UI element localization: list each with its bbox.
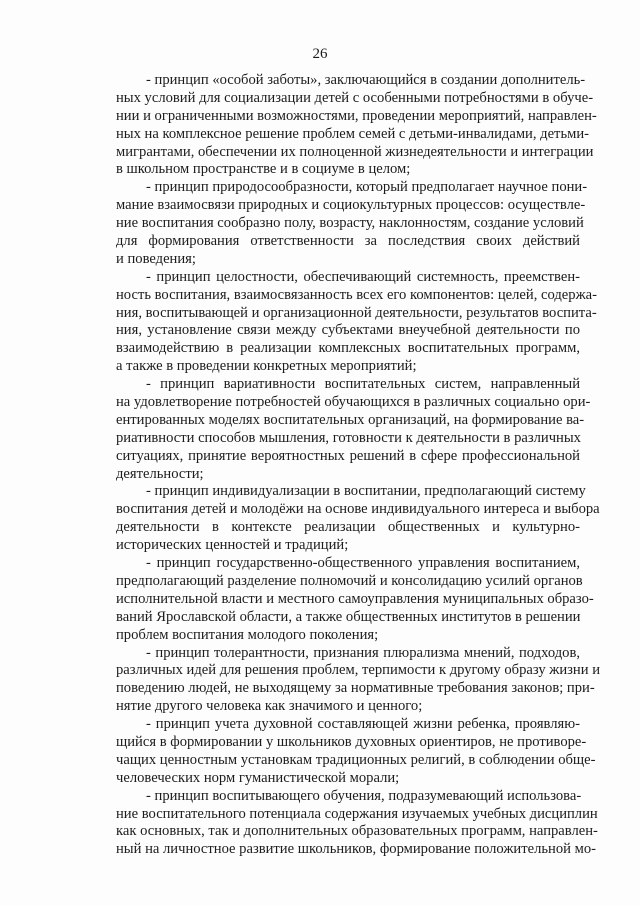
document-body (116, 72, 601, 859)
text-line: для формирования ответственности за последствия своих действий (116, 233, 580, 250)
text-line: - принцип государственно-общественного управления воспитанием, (146, 555, 580, 572)
text-line: - принцип индивидуализации в воспитании, предполагающий систему (146, 483, 586, 500)
text-line: ных условий для социализации детей с особенными потребностями в обуче- (116, 89, 594, 106)
text-line: - принцип целостности, обеспечивающий системность, преемствен- (146, 268, 580, 285)
text-line: ентированных моделях воспитательных организаций, на формирование ва- (116, 411, 585, 428)
text-line: ность воспитания, взаимосвязанность всех его компонентов: целей, содержа- (116, 286, 597, 303)
text-line: - принцип толерантности, признания плюрализма мнений, подходов, (146, 644, 580, 661)
paragraph (116, 268, 597, 376)
text-line: человеческих норм гуманистической морали; (116, 769, 400, 786)
text-line: нятие другого человека как значимого и ценного; (116, 698, 423, 715)
text-line: ния, воспитывающей и организационной деятельности, результатов воспита- (116, 304, 597, 321)
text-line: - принцип природосообразности, который предполагает научное пони- (146, 179, 588, 196)
paragraph (116, 376, 591, 483)
text-line: ных на комплексное решение проблем семей с детьми-инвалидами, детьми- (116, 125, 589, 142)
text-line: взаимодействию в реализации комплексных воспитательных программ, (116, 340, 580, 357)
text-line: в школьном пространстве и в социуме в целом; (116, 161, 411, 178)
text-line: различных идей для решения проблем, терпимости к другому образу жизни и (116, 662, 601, 679)
paragraph (116, 644, 601, 717)
text-line: как основных, так и дополнительных образовательных программ, направлен- (116, 823, 598, 840)
text-line: воспитания детей и молодёжи на основе индивидуального интереса и выбора (116, 501, 600, 518)
text-line: на удовлетворение потребностей обучающихся в различных социально ори- (116, 394, 591, 411)
paragraph (116, 787, 598, 860)
text-line: ситуациях, принятие вероятностных решений в сфере профессиональной (116, 447, 580, 464)
text-line: мание взаимосвязи природных и социокультурных процессов: осуществле- (116, 197, 586, 214)
text-line: щийся в формировании у школьников духовных ориентиров, не противоре- (116, 733, 587, 750)
paragraph (116, 179, 588, 268)
text-line: деятельности в контексте реализации общественных и культурно- (116, 519, 580, 536)
text-line: - принцип вариативности воспитательных систем, направленный (146, 376, 580, 393)
text-line: предполагающий разделение полномочий и консолидацию усилий органов (116, 572, 583, 589)
text-line: и поведения; (116, 250, 196, 267)
text-line: ваний Ярославской области, а также общественных институтов в решении (116, 608, 581, 625)
page-number: 26 (312, 46, 328, 62)
text-line: а также в проведении конкретных мероприятий; (116, 358, 417, 375)
text-line: мигрантами, обеспечении их полноценной жизнедеятельности и интеграции (116, 143, 594, 160)
text-line: ние воспитания сообразно полу, возрасту, наклонностям, создание условий (116, 215, 584, 232)
text-line: ние воспитательного потенциала содержания изучаемых учебных дисциплин (116, 805, 598, 822)
paragraph (116, 716, 596, 788)
text-line: поведению людей, не выходящему за нормативные требования законов; при- (116, 680, 595, 697)
text-line: - принцип «особой заботы», заключающийся в создании дополнитель- (146, 72, 586, 88)
text-line: - принцип учета духовной составляющей жизни ребенка, проявляю- (146, 716, 580, 733)
paragraph (116, 483, 600, 555)
text-line: ния, установление связи между субъектами внеучебной деятельности по (116, 322, 580, 339)
text-line: проблем воспитания молодого поколения; (116, 626, 379, 643)
paragraph (116, 555, 594, 644)
text-line: риативности способов мышления, готовности к деятельности в различных (116, 429, 581, 446)
paragraph (116, 72, 597, 179)
text-line: исполнительной власти и местного самоуправления муниципальных образо- (116, 590, 594, 607)
text-line: ный на личностное развитие школьников, формирование положительной мо- (116, 841, 596, 858)
text-line: нии и ограниченными возможностями, проведении мероприятий, направлен- (116, 107, 597, 124)
text-line: деятельности; (116, 465, 204, 482)
text-line: - принцип воспитывающего обучения, подразумевающий использова- (146, 787, 582, 804)
text-line: чащих ценностным установкам традиционных религий, в соблюдении обще- (116, 751, 596, 768)
text-line: исторических ценностей и традиций; (116, 537, 349, 554)
